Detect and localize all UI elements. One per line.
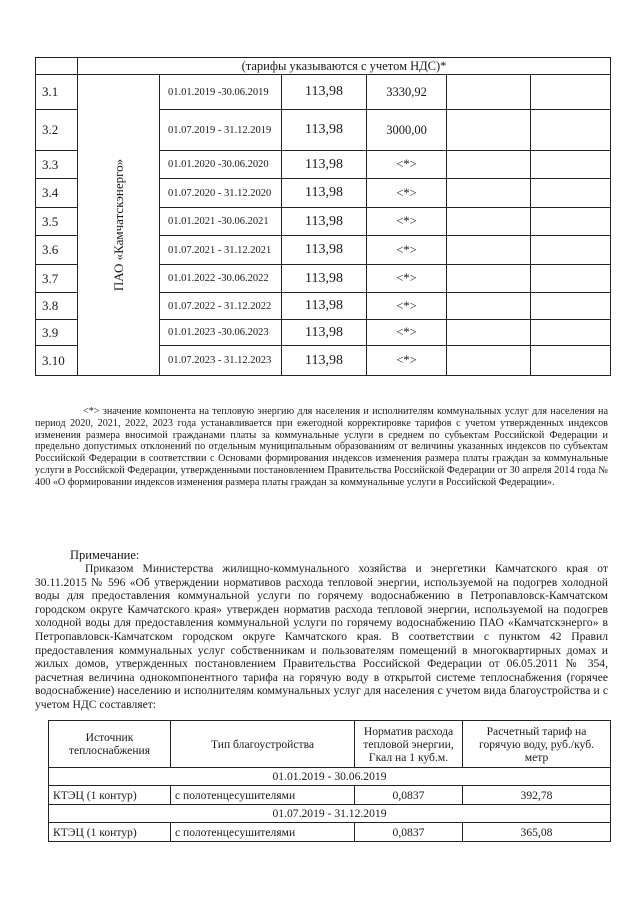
- empty-cell: [447, 179, 531, 208]
- empty-cell: [447, 75, 531, 110]
- period-label: 01.07.2019 - 31.12.2019: [49, 805, 611, 823]
- value-cell: 113,98: [282, 293, 367, 320]
- period-cell: 01.07.2019 - 31.12.2019: [160, 110, 282, 151]
- note-title: Примечание:: [70, 548, 140, 562]
- value-cell: <*>: [367, 265, 447, 293]
- value-cell: 113,98: [282, 179, 367, 208]
- value-cell: 113,98: [282, 320, 367, 346]
- cell-type: с полотенцесушителями: [171, 786, 355, 805]
- empty-cell: [447, 151, 531, 179]
- table-row: [49, 823, 611, 842]
- empty-cell: [447, 110, 531, 151]
- empty-cell: [447, 265, 531, 293]
- period-cell: 01.07.2022 - 31.12.2022: [160, 293, 282, 320]
- empty-cell: [447, 293, 531, 320]
- calc-tariff-table: [48, 720, 611, 842]
- empty-cell: [531, 208, 611, 236]
- row-number: 3.7: [36, 265, 78, 293]
- row-number: 3.3: [36, 151, 78, 179]
- cell-source: КТЭЦ (1 контур): [49, 786, 171, 805]
- row-number: 3.8: [36, 293, 78, 320]
- row-number: 3.4: [36, 179, 78, 208]
- value-cell: 3000,00: [367, 110, 447, 151]
- cell-norm: 0,0837: [355, 786, 463, 805]
- period-cell: 01.01.2021 -30.06.2021: [160, 208, 282, 236]
- value-cell: <*>: [367, 293, 447, 320]
- value-cell: 113,98: [282, 75, 367, 110]
- note-text: Приказом Министерства жилищно-коммунального хозяйства и энергетики Камчатского края от 30.11.2015 № 596 «Об утверждении нормативов расхода тепловой энергии, используемой на подогрев холодной воды для предоставления коммунальной услуги по горячему водоснабжению в Петропавловск-Камчатском городском округе Камчатского края» утвержден норматив расхода тепловой энергии, используемой на подогрев холодной воды для предоставления коммунальной услуги по горячему водоснабжению ПАО «Камчатскэнерго» в Петропавловск-Камчатском городском округе Камчатского края. В соответствии с пунктом 42 Правил предоставления коммунальных услуг собственникам и пользователям помещений в многоквартирных домах и жилых домов, утвержденных постановлением Правительства Российской Федерации от 06.05.2011 № 354, расчетная величина однокомпонентного тарифа на горячую воду в открытой системе теплоснабжения (горячее водоснабжение) населению и исполнителям коммунальных услуг для населения с учетом вида благоустройства и с учетом НДС составляет:: [35, 562, 608, 711]
- calc-table-header-row: [49, 721, 611, 768]
- header-norm: Норматив расхода тепловой энергии, Гкал на 1 куб.м.: [355, 721, 463, 768]
- row-number: 3.1: [36, 75, 78, 110]
- row-number: 3.10: [36, 346, 78, 376]
- row-number: 3.6: [36, 236, 78, 265]
- empty-cell: [531, 75, 611, 110]
- period-cell: 01.01.2023 -30.06.2023: [160, 320, 282, 346]
- empty-cell: [447, 236, 531, 265]
- tariff-header-note: (тарифы указываются с учетом НДС)*: [78, 58, 611, 75]
- value-cell: <*>: [367, 208, 447, 236]
- value-cell: 113,98: [282, 265, 367, 293]
- period-cell: 01.07.2021 - 31.12.2021: [160, 236, 282, 265]
- value-cell: 113,98: [282, 110, 367, 151]
- period-cell: 01.01.2019 -30.06.2019: [160, 75, 282, 110]
- empty-cell: [531, 236, 611, 265]
- cell-tariff: 365,08: [463, 823, 611, 842]
- empty-cell: [531, 320, 611, 346]
- organization-cell: [78, 75, 160, 376]
- row-number: 3.5: [36, 208, 78, 236]
- value-cell: 113,98: [282, 151, 367, 179]
- empty-cell: [447, 208, 531, 236]
- value-cell: 113,98: [282, 346, 367, 376]
- cell-source: КТЭЦ (1 контур): [49, 823, 171, 842]
- table-row: [49, 786, 611, 805]
- row-number: 3.2: [36, 110, 78, 151]
- empty-cell: [531, 110, 611, 151]
- period-cell: 01.01.2020 -30.06.2020: [160, 151, 282, 179]
- value-cell: <*>: [367, 346, 447, 376]
- header-type: Тип благоустройства: [171, 721, 355, 768]
- period-cell: 01.07.2023 - 31.12.2023: [160, 346, 282, 376]
- empty-cell: [531, 151, 611, 179]
- empty-cell: [531, 346, 611, 376]
- tariff-table-header-row: [36, 58, 611, 75]
- period-label: 01.01.2019 - 30.06.2019: [49, 768, 611, 786]
- header-tariff: Расчетный тариф на горячую воду, руб./куб. метр: [463, 721, 611, 768]
- cell-tariff: 392,78: [463, 786, 611, 805]
- cell-type: с полотенцесушителями: [171, 823, 355, 842]
- value-cell: 113,98: [282, 208, 367, 236]
- organization-name: ПАО «Камчатскэнерго»: [110, 158, 126, 292]
- period-row: [49, 768, 611, 786]
- period-cell: 01.01.2022 -30.06.2022: [160, 265, 282, 293]
- empty-cell: [531, 179, 611, 208]
- header-source: Источник теплоснабжения: [49, 721, 171, 768]
- value-cell: <*>: [367, 179, 447, 208]
- value-cell: <*>: [367, 320, 447, 346]
- empty-cell: [531, 265, 611, 293]
- row-number: 3.9: [36, 320, 78, 346]
- empty-cell: [447, 320, 531, 346]
- empty-cell: [447, 346, 531, 376]
- cell-norm: 0,0837: [355, 823, 463, 842]
- value-cell: <*>: [367, 151, 447, 179]
- period-cell: 01.07.2020 - 31.12.2020: [160, 179, 282, 208]
- value-cell: 113,98: [282, 236, 367, 265]
- period-row: [49, 805, 611, 823]
- empty-cell: [531, 293, 611, 320]
- footnote-text: <*> значение компонента на тепловую энергию для населения и исполнителям коммунальных услуг для населения на период 2020, 2021, 2022, 2023 года устанавливается при ежегодной корректировке тарифов с учетом утвержденных индексов изменения размера вносимой гражданами платы за коммунальные услуги в среднем по субъектам Российской Федерации и предельно допустимых отклонений по отдельным муниципальным образованиям от величины указанных индексов по субъектам Российской Федерации в соответствии с Основами формирования индексов изменения размера платы граждан за коммунальные услуги в Российской Федерации, утвержденными постановлением Правительства Российской Федерации от 30 апреля 2014 года № 400 «О формировании индексов изменения размера платы граждан за коммунальные услуги в Российской Федерации».: [35, 406, 608, 488]
- tariff-table: [35, 57, 611, 376]
- value-cell: 3330,92: [367, 75, 447, 110]
- value-cell: <*>: [367, 236, 447, 265]
- table-row: [36, 75, 611, 110]
